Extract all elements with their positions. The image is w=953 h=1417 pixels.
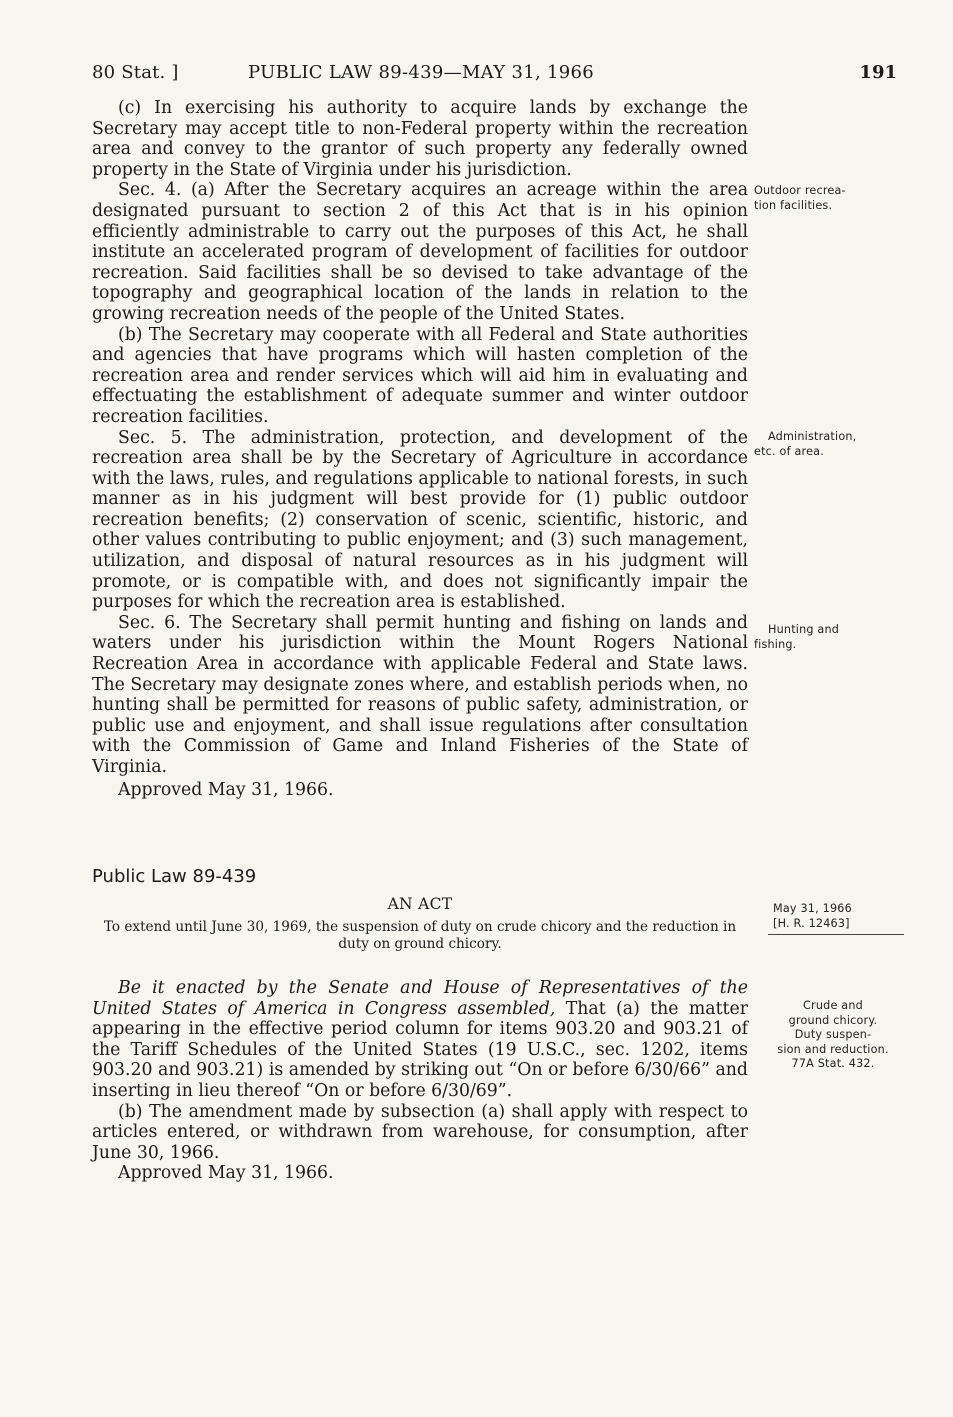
margin-line: fishing. bbox=[754, 637, 797, 651]
page-header bbox=[92, 62, 897, 90]
stat-volume: 80 Stat. ] bbox=[92, 62, 179, 83]
main-text bbox=[92, 98, 748, 800]
paragraph-c: (c) In exercising his authority to acquire lands by exchange the Secretary may accept title to non-Federal property within the recreation area and convey to the grantor of such property any federally owned property in the State of Virginia under his jurisdiction. bbox=[92, 98, 748, 180]
page-number: 191 bbox=[859, 62, 897, 83]
margin-line: Administration, bbox=[768, 430, 857, 443]
running-title: PUBLIC LAW 89-439—MAY 31, 1966 bbox=[248, 62, 594, 83]
enacting-formula: Be it enacted by the Senate and House of Representatives of the United States of America in Congress assembled, bbox=[92, 978, 748, 1019]
margin-note-outdoor bbox=[754, 184, 904, 213]
margin-line: Crude and bbox=[803, 999, 863, 1012]
approved-date-2: Approved May 31, 1966. bbox=[118, 1163, 334, 1184]
margin-note-chicory bbox=[758, 999, 908, 1072]
margin-line: Duty suspen- bbox=[794, 1028, 872, 1042]
enacting-clause bbox=[92, 978, 748, 1102]
margin-line: [H. R. 12463] bbox=[773, 916, 850, 930]
law-title: Public Law 89-439 bbox=[92, 866, 257, 887]
section-4a: Sec. 4. (a) After the Secretary acquires an acreage within the area designated pursuant to section 2 of this Act that is in his opinion efficiently administrable to carry out the purposes of this Act, he shall institute an accelerated program of development of facilities for outdoor recreation. Said facilities shall be so devised to take advantage of the topography and geographical location of the lands in relation to the growing recreation needs of the people of the United States. bbox=[92, 180, 748, 324]
act-title: AN ACT bbox=[387, 895, 453, 913]
law2-text bbox=[92, 978, 748, 1184]
margin-line: ground chicory. bbox=[788, 1013, 878, 1027]
margin-divider bbox=[768, 934, 904, 935]
section-5: Sec. 5. The administration, protection, and development of the recreation area shall be by the Secretary of Agriculture in accordance with the laws, rules, and regulations applicable to national forests, in such manner as in his judgment will best provide for (1) public outdoor recreation benefits; (2) conservation of scenic, scientific, historic, and other values contributing to public enjoyment; and (3) such management, utilization, and disposal of natural resources as in his judgment will promote, or is compatible with, and does not significantly impair the purposes for which the recreation area is established. bbox=[92, 427, 748, 613]
margin-note-admin bbox=[754, 430, 904, 459]
enacting-body: That (a) the matter appearing in the effective period column for items 903.20 and 903.21 of the Tariff Schedules of the United States (19 U.S.C., sec. 1202, items 903.20 and 903.21) is amended by striking out “On or before 6/30/66” and inserting in lieu thereof “On or before 6/30/69”. bbox=[92, 998, 748, 1101]
margin-line: Hunting and bbox=[768, 623, 840, 636]
margin-line: etc. of area. bbox=[754, 444, 824, 458]
margin-line: 77A Stat. 432. bbox=[791, 1057, 875, 1071]
act-description: To extend until June 30, 1969, the suspension of duty on crude chicory and the reduction in duty on ground chicory. bbox=[103, 919, 737, 952]
margin-line: Outdoor recrea- bbox=[754, 184, 846, 197]
section-4b: (b) The Secretary may cooperate with all Federal and State authorities and agencies that have programs which will hasten completion of the recreation area and render services which will aid him in evaluating and effectuating the establishment of adequate summer and winter outdoor recreation facilities. bbox=[92, 324, 748, 427]
approved-date-1: Approved May 31, 1966. bbox=[118, 779, 334, 800]
margin-line: sion and reduction. bbox=[777, 1042, 889, 1056]
margin-line: May 31, 1966 bbox=[773, 902, 852, 915]
paragraph-b: (b) The amendment made by subsection (a) shall apply with respect to articles entered, or withdrawn from warehouse, for consumption, after June 30, 1966. bbox=[92, 1101, 748, 1163]
section-6: Sec. 6. The Secretary shall permit hunting and fishing on lands and waters under his jurisdiction within the Mount Rogers National Recreation Area in accordance with applicable Federal and State laws. The Secretary may designate zones where, and establish periods when, no hunting shall be permitted for reasons of public safety, administration, or public use and enjoyment, and shall issue regulations after consultation with the Commission of Game and Inland Fisheries of the State of Virginia. bbox=[92, 612, 748, 777]
margin-note-date bbox=[773, 902, 903, 931]
margin-line: tion facilities. bbox=[754, 198, 833, 212]
margin-note-hunting bbox=[754, 623, 904, 652]
